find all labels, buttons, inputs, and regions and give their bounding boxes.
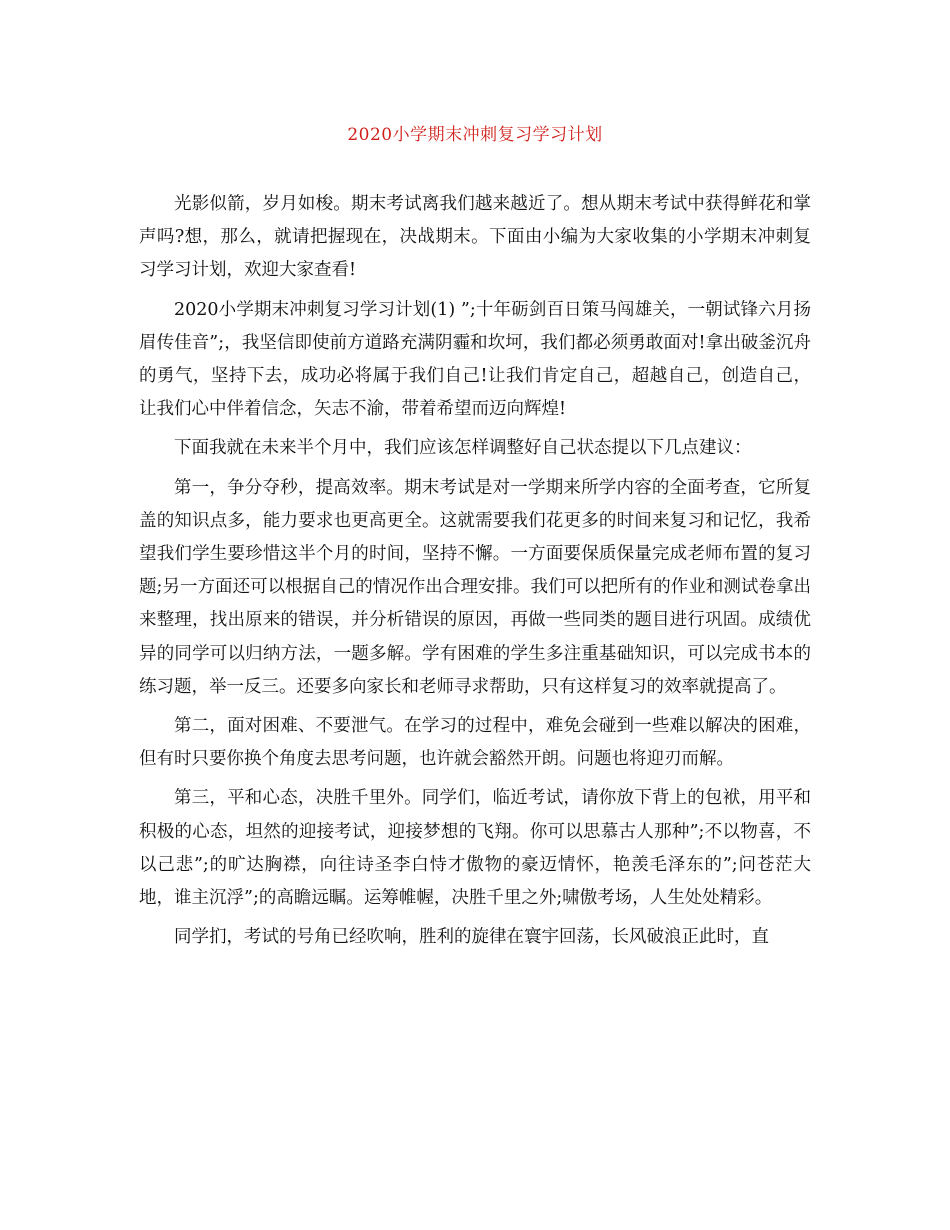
paragraph-suggestions-lead: 下面我就在未来半个月中，我们应该怎样调整好自己状态提以下几点建议：	[174, 438, 752, 459]
paragraph-closing: 同学扪，考试的号角已经吹响，胜利的旋律在寰宇回荡，长风破浪正此时，直	[174, 927, 769, 948]
paragraph-point-two: 第二，面对困难、不要泄气。在学习的过程中，难免会碰到一些难以解决的困难， 但有时只要你换个角度去思考问题，也许就会豁然开朗。问题也将迎刃而解。	[139, 716, 811, 770]
paragraph-plan-heading: 2020小学期末冲刺复习学习计划(1) ”;十年砺剑百日策马闯雄关，一朝试锋六月扬眉传佳音”;，我坚信即使前方道路充满阴霾和坎坷，我们都必须勇敢面对!拿出破釜沉舟的勇气，坚持下去，成功必将属于我们自己!让我们肯定自己，超越自己，创造自己，让我们心中伴着信念，矢志不渝，带着希望而迈向辉煌!	[139, 299, 811, 420]
document-body	[139, 188, 811, 960]
paragraph-point-three: 第三，平和心态，决胜千里外。同学们，临近考试，请你放下背上的包袱，用平和积极的心态，坦然的迎接考试，迎接梦想的飞翔。你可以思慕古人那种”;不以物喜，不以己悲”;的旷达胸襟，向往诗圣李白恃才傲物的豪迈情怀，艳羡毛泽东的”;问苍茫大地，谁主沉浮”;的高瞻远瞩。运筹帷幄，决胜千里之外;啸傲考场，人生处处精彩。	[139, 788, 811, 909]
paragraph-point-one: 第一，争分夺秒，提高效率。期末考试是对一学期来所学内容的全面考查，它所复盖的知识点多，能力要求也更高更全。这就需要我们花更多的时间来复习和记忆，我希望我们学生要珍惜这半个月的时间，坚持不懈。一方面要保质保量完成老师布置的复习题;另一方面还可以根据自己的情况作出合理安排。我们可以把所有的作业和测试卷拿出来整理，找出原来的错误，并分析错误的原因，再做一些同类的题目进行巩固。成绩优异的同学可以归纳方法，一题多解。学有困难的学生多注重基础知识，可以完成书本的练习题，举一反三。还要多向家长和老师寻求帮助，只有这样复习的效率就提高了。	[139, 477, 811, 697]
document-title: 2020小学期末冲刺复习学习计划	[347, 125, 603, 145]
paragraph-intro: 光影似箭，岁月如梭。期末考试离我们越来越近了。想从期末考试中获得鲜花和掌声吗?想，那么，就请把握现在，决战期末。下面由小编为大家收集的小学期末冲刺复习学习计划，欢迎大家查看!	[139, 194, 811, 281]
